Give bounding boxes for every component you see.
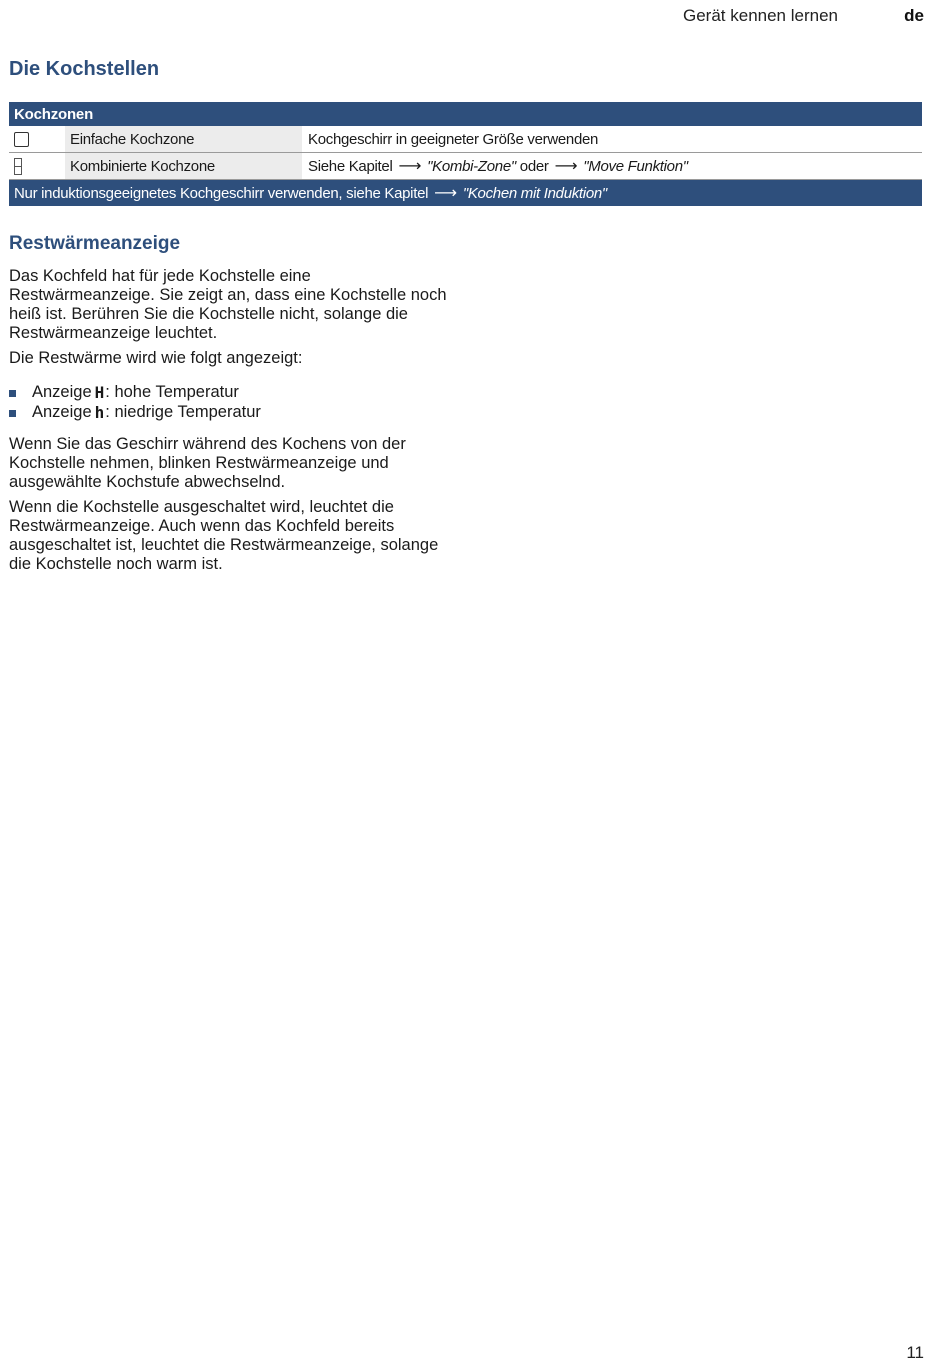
running-header-section: Gerät kennen lernen <box>683 6 838 25</box>
item-text: : niedrige Temperatur <box>105 402 261 421</box>
display-list <box>9 382 261 422</box>
arrow-right-icon: ⟶ <box>554 158 578 175</box>
desc-prefix: Siehe Kapitel <box>308 157 393 175</box>
zone-description: Kochgeschirr in geeigneter Größe verwenden <box>308 130 599 148</box>
segment-display-symbol: H <box>94 382 105 402</box>
zone-name: Einfache Kochzone <box>65 126 302 152</box>
icon-cell <box>9 153 65 179</box>
bullet-square-icon <box>9 410 16 417</box>
segment-display-symbol: h <box>94 402 105 422</box>
section-title-kochstellen: Die Kochstellen <box>9 58 160 80</box>
table-row <box>9 126 922 153</box>
table-header: Kochzonen <box>9 102 922 126</box>
item-prefix: Anzeige <box>32 402 92 421</box>
section-title-restwaermeanzeige: Restwärmeanzeige <box>9 233 181 254</box>
zone-description <box>306 153 922 179</box>
item-prefix: Anzeige <box>32 382 92 401</box>
list-item <box>9 402 261 422</box>
table-footer-note <box>9 180 922 206</box>
table-row <box>9 153 922 180</box>
paragraph-intro: Das Kochfeld hat für jede Kochstelle eine Restwärmeanzeige. Sie zeigt an, dass eine Kochstelle noch heiß ist. Berühren Sie die Kochstelle nicht, solange die Restwärmeanzeige leuchtet. <box>9 267 447 342</box>
bullet-square-icon <box>9 390 16 397</box>
paragraph-blinking: Wenn Sie das Geschirr während des Kochens von der Kochstelle nehmen, blinken Restwärmeanzeige und ausgewählte Kochstufe abwechselnd. <box>9 435 406 491</box>
arrow-right-icon: ⟶ <box>434 185 457 202</box>
combined-zone-icon <box>14 158 22 175</box>
single-zone-icon <box>14 132 29 147</box>
cooking-zones-table <box>9 102 922 206</box>
paragraph-display-lead: Die Restwärme wird wie folgt angezeigt: <box>9 349 303 367</box>
list-item <box>9 382 261 402</box>
desc-joiner: oder <box>519 157 549 175</box>
item-text: : hohe Temperatur <box>105 382 239 401</box>
icon-cell <box>9 126 65 152</box>
footer-note-text: Nur induktionsgeeignetes Kochgeschirr verwenden, siehe Kapitel <box>14 184 429 202</box>
chapter-link-induktion: "Kochen mit Induktion" <box>462 184 607 202</box>
chapter-link-move-funktion: "Move Funktion" <box>583 157 688 175</box>
page-number: 11 <box>906 1343 924 1362</box>
zone-name: Kombinierte Kochzone <box>65 153 302 179</box>
chapter-link-kombi-zone: "Kombi-Zone" <box>427 157 516 175</box>
paragraph-switched-off: Wenn die Kochstelle ausgeschaltet wird, leuchtet die Restwärmeanzeige. Auch wenn das Kochfeld bereits ausgeschaltet ist, leuchtet die Restwärmeanzeige, solange die Kochstelle noch warm ist. <box>9 498 439 573</box>
running-header-language: de <box>904 6 924 25</box>
arrow-right-icon: ⟶ <box>398 158 422 175</box>
